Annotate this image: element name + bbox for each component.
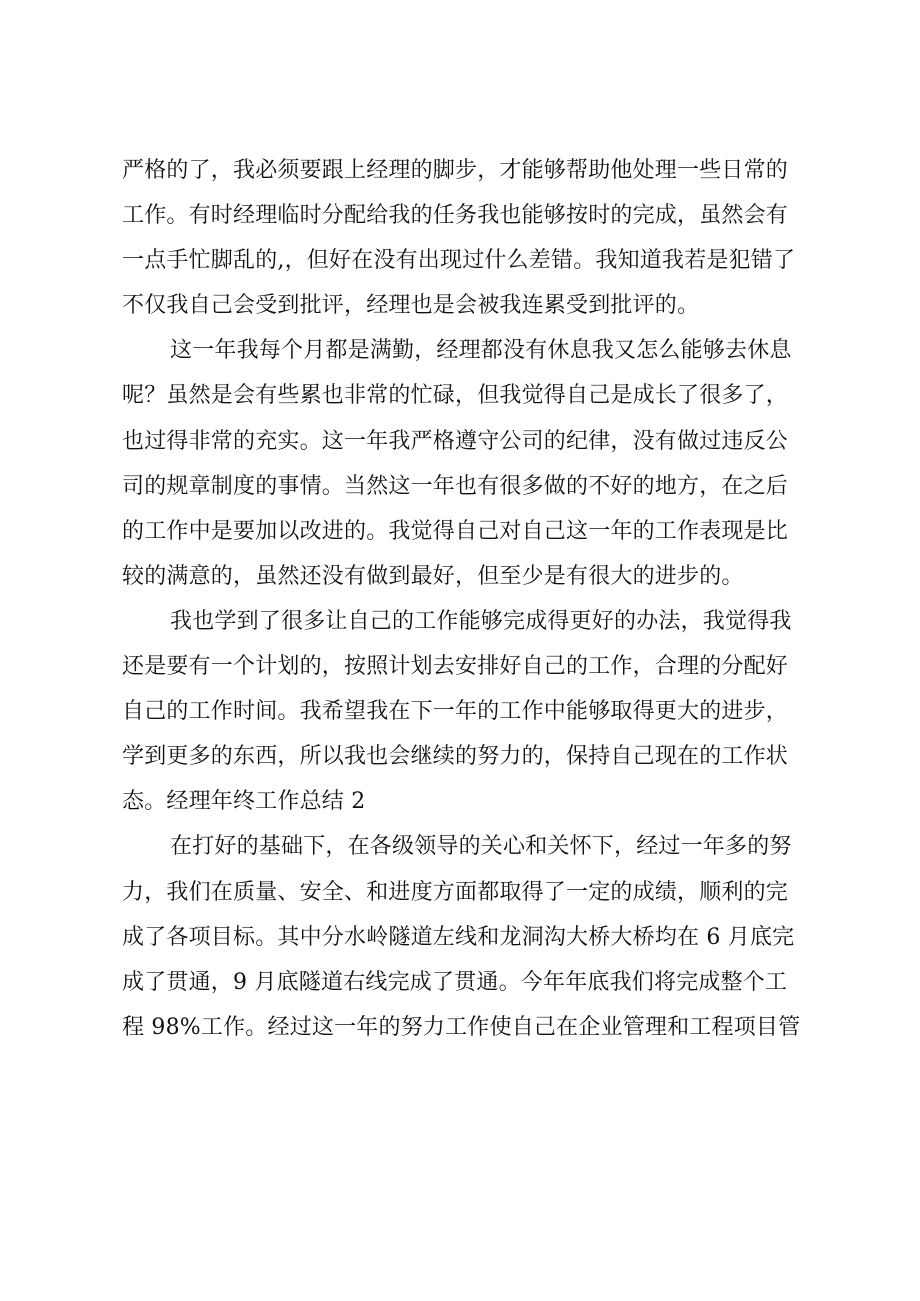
text-line-16: 在打好的基础下，在各级领导的关心和关怀下，经过一年多的努 (170, 834, 792, 860)
text-line-19: 成了贯通，9 月底隧道右线完成了贯通。今年年底我们将完成整个工 (122, 969, 788, 995)
text-line-17: 力，我们在质量、安全、和进度方面都取得了一定的成绩，顺利的完 (122, 879, 789, 905)
text-line-8: 司的规章制度的事情。当然这一年也有很多做的不好的地方，在之后 (122, 473, 789, 499)
text-line-4: 不仅我自己会受到批评，经理也是会被我连累受到批评的。 (122, 293, 700, 319)
text-line-13: 自己的工作时间。我希望我在下一年的工作中能够取得更大的进步， (122, 699, 789, 725)
text-line-18: 成了各项目标。其中分水岭隧道左线和龙洞沟大桥大桥均在 6 月底完 (122, 924, 795, 950)
text-line-5: 这一年我每个月都是满勤，经理都没有休息我又怎么能够去休息 (170, 338, 792, 364)
text-line-9: 的工作中是要加以改进的。我觉得自己对自己这一年的工作表现是比 (122, 518, 789, 544)
text-line-11: 我也学到了很多让自己的工作能够完成得更好的办法，我觉得我 (170, 608, 792, 634)
text-line-6: 呢？虽然是会有些累也非常的忙碌，但我觉得自己是成长了很多了， (122, 383, 789, 409)
text-line-10: 较的满意的，虽然还没有做到最好，但至少是有很大的进步的。 (122, 563, 744, 589)
text-line-12: 还是要有一个计划的，按照计划去安排好自己的工作，合理的分配好 (122, 654, 789, 680)
document-body (122, 148, 822, 1050)
text-line-2: 工作。有时经理临时分配给我的任务我也能够按时的完成，虽然会有 (122, 203, 789, 229)
text-line-1: 严格的了，我必须要跟上经理的脚步，才能够帮助他处理一些日常的 (122, 158, 789, 183)
text-line-15: 态。经理年终工作总结 2 (122, 789, 366, 815)
text-line-14: 学到更多的东西，所以我也会继续的努力的，保持自己现在的工作状 (122, 744, 789, 770)
text-line-7: 也过得非常的充实。这一年我严格遵守公司的纪律，没有做过违反公 (122, 428, 789, 454)
text-line-3: 一点手忙脚乱的,，但好在没有出现过什么差错。我知道我若是犯错了 (122, 248, 796, 274)
text-line-20: 程 98%工作。经过这一年的努力工作使自己在企业管理和工程项目管 (122, 1014, 801, 1040)
